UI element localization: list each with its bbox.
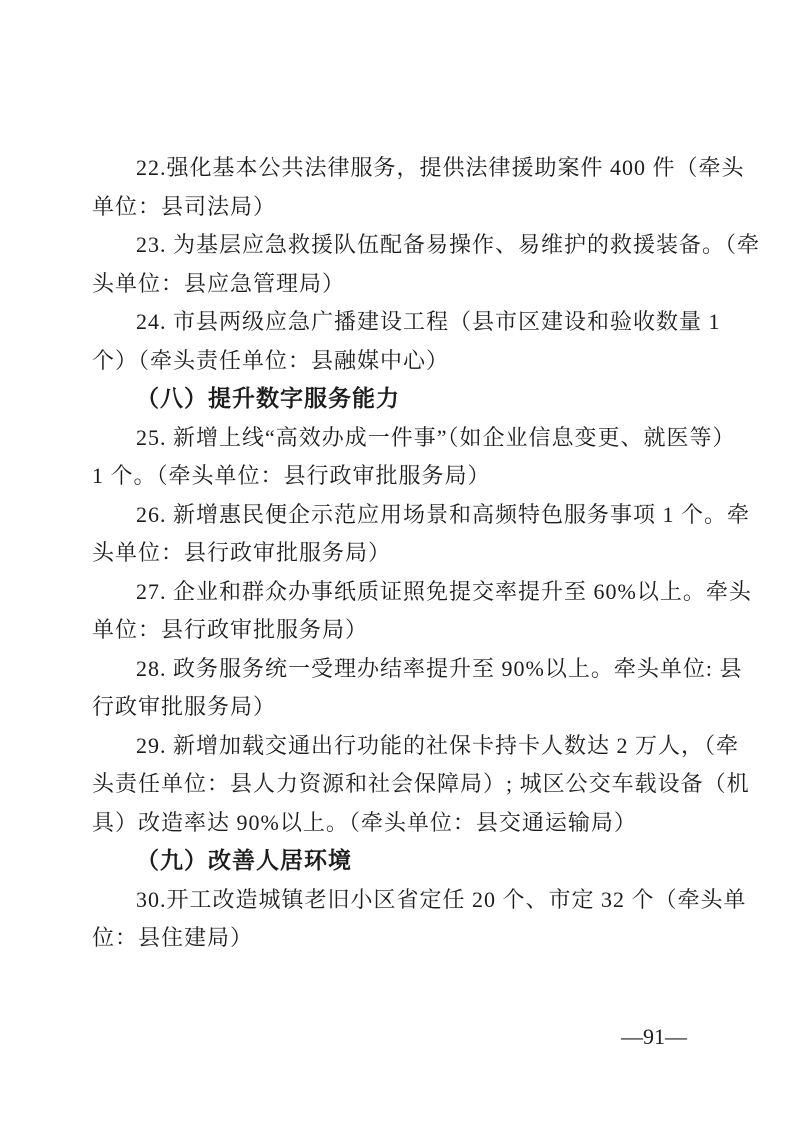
text-line: 22.强化基本公共法律服务，提供法律援助案件 400 件（牵头 <box>136 155 745 180</box>
text-line: 行政审批服务局） <box>92 694 277 719</box>
numbered-item <box>92 650 743 727</box>
text-line: 26. 新增惠民便企示范应用场景和高频特色服务事项 1 个。牵 <box>136 501 751 527</box>
numbered-item <box>92 149 745 226</box>
text-line: 1 个。（牵头单位：县行政审批服务局） <box>92 463 491 488</box>
text-line: （八）提升数字服务能力 <box>136 386 400 411</box>
text-line: （九）改善人居环境 <box>136 848 352 873</box>
text-line: 个）（牵头责任单位：县融媒中心） <box>92 347 450 373</box>
document-body <box>92 149 761 958</box>
text-line: 具）改造率达 90%以上。（牵头单位：县交通运输局） <box>92 809 637 835</box>
text-line: 28. 政务服务统一受理办结率提升至 90%以上。牵头单位: 县 <box>136 655 743 681</box>
numbered-item <box>92 727 750 843</box>
numbered-item <box>92 573 752 650</box>
text-line: 25. 新增上线“高效办成一件事”（如企业信息变更、就医等） <box>136 424 736 450</box>
numbered-item <box>92 881 747 958</box>
numbered-item <box>92 419 736 496</box>
section-heading <box>92 380 708 419</box>
numbered-item <box>92 496 751 573</box>
text-line: 单位：县行政审批服务局） <box>92 617 369 642</box>
numbered-item <box>92 226 761 303</box>
text-line: 29. 新增加载交通出行功能的社保卡持卡人数达 2 万人，（牵 <box>136 732 740 758</box>
section-heading <box>92 842 708 881</box>
page-number: —91— <box>621 1024 687 1049</box>
text-line: 头单位：县应急管理局） <box>92 270 346 296</box>
text-line: 23. 为基层应急救援队伍配备易操作、易维护的救援装备。（牵 <box>136 232 761 257</box>
text-line: 30.开工改造城镇老旧小区省定任 20 个、市定 32 个（牵头单 <box>136 886 747 912</box>
text-line: 位：县住建局） <box>92 925 254 950</box>
text-line: 头单位：县行政审批服务局） <box>92 540 392 565</box>
numbered-item <box>92 303 721 380</box>
text-line: 单位：县司法局） <box>92 193 277 219</box>
text-line: 头责任单位：县人力资源和社会保障局）; 城区公交车载设备（机 <box>92 771 750 796</box>
text-line: 27. 企业和群众办事纸质证照免提交率提升至 60%以上。牵头 <box>136 578 752 604</box>
text-line: 24. 市县两级应急广播建设工程（县市区建设和验收数量 1 <box>136 309 721 334</box>
